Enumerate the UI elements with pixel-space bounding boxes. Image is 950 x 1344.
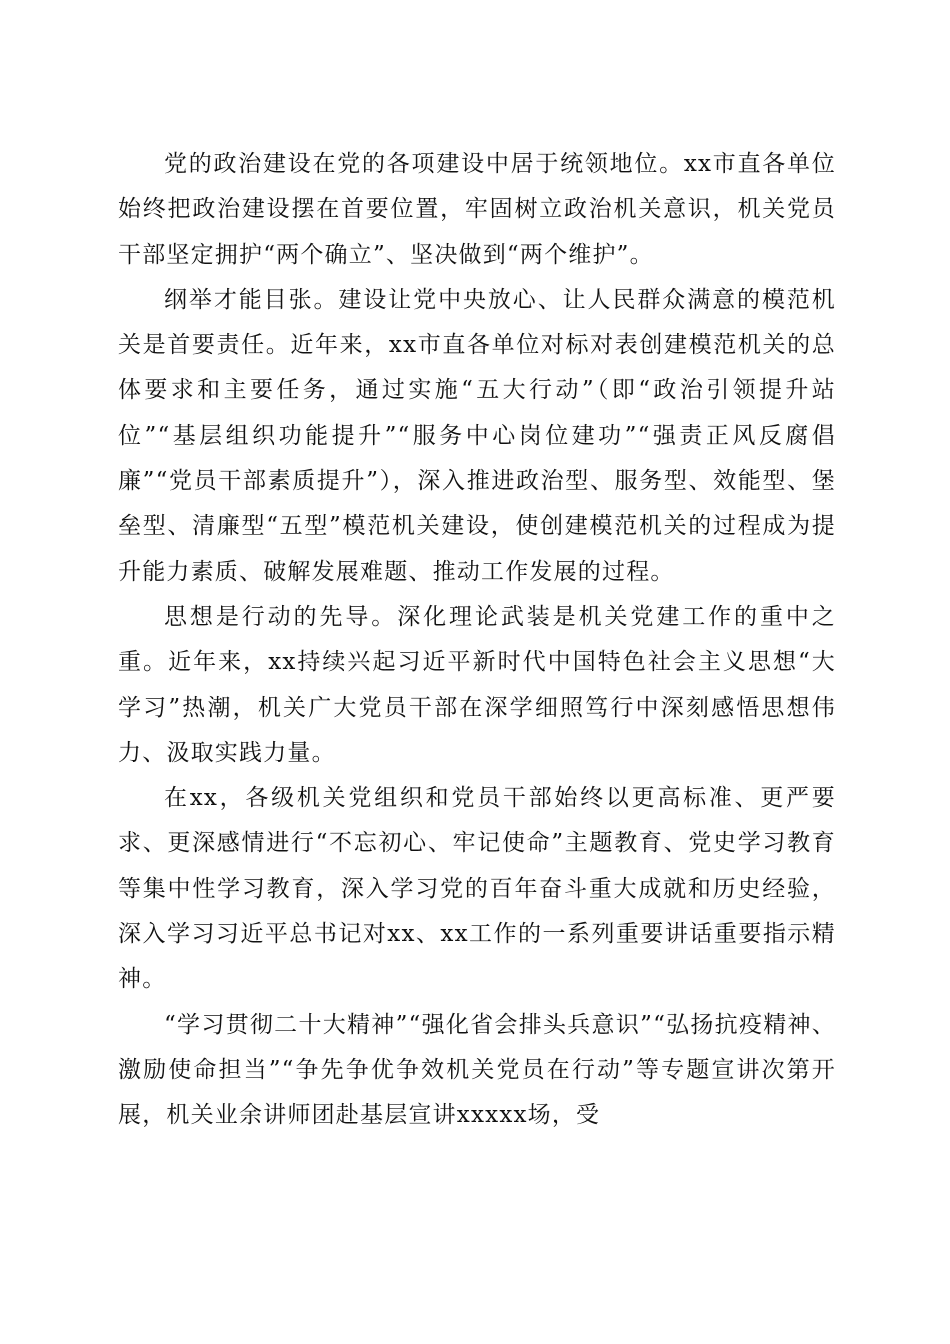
- document-body: [118, 142, 836, 1139]
- paragraph-model-organs: 纲举才能目张。建设让党中央放心、让人民群众满意的模范机关是首要责任。近年来，xx市直各单位对标对表创建模范机关的总体要求和主要任务，通过实施“五大行动”（即“政治引领提升站位”“基层组织功能提升”“服务中心岗位建功”“强责正风反腐倡廉”“党员干部素质提升”），深入推进政治型、服务型、效能型、堡垒型、清廉型“五型”模范机关建设，使创建模范机关的过程成为提升能力素质、破解发展难题、推动工作发展的过程。: [118, 286, 836, 585]
- paragraph-theory-armament: 思想是行动的先导。深化理论武装是机关党建工作的重中之重。近年来，xx持续兴起习近平新时代中国特色社会主义思想“大学习”热潮，机关广大党员干部在深学细照笃行中深刻感悟思想伟力、汲取实践力量。: [118, 603, 836, 766]
- paragraph-special-lectures: “学习贯彻二十大精神”“强化省会排头兵意识”“弘扬抗疫精神、激励使命担当”“争先争优争效机关党员在行动”等专题宣讲次第开展，机关业余讲师团赴基层宣讲xxxxx场，受: [118, 1011, 836, 1129]
- paragraph-political-building: 党的政治建设在党的各项建设中居于统领地位。xx市直各单位始终把政治建设摆在首要位置，牢固树立政治机关意识，机关党员干部坚定拥护“两个确立”、坚决做到“两个维护”。: [118, 151, 836, 268]
- paragraph-study-education: 在xx，各级机关党组织和党员干部始终以更高标准、更严要求、更深感情进行“不忘初心、牢记使命”主题教育、党史学习教育等集中性学习教育，深入学习党的百年奋斗重大成就和历史经验，深入学习习近平总书记对xx、xx工作的一系列重要讲话重要指示精神。: [118, 785, 836, 993]
